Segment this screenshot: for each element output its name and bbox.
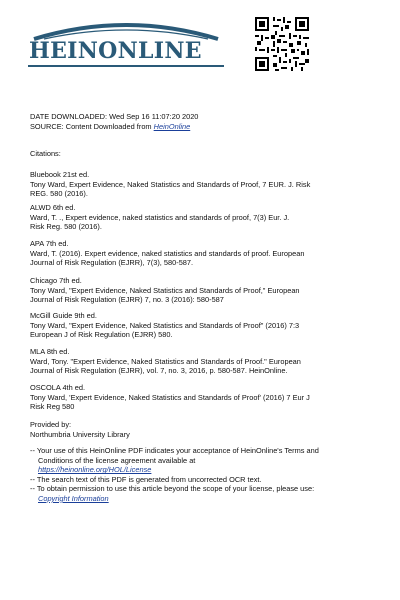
- citations-heading: Citations:: [30, 149, 61, 158]
- citation-text: European J of Risk Regulation (EJRR) 580.: [30, 330, 173, 340]
- terms-notice: -- Your use of this HeinOnline PDF indicates your acceptance of HeinOnline's Terms and: [30, 446, 319, 455]
- citation-text: Risk Reg. 580 (2016).: [30, 222, 102, 232]
- download-info: [30, 112, 375, 131]
- provided-by: [30, 420, 375, 439]
- citation-style: ALWD 6th ed.: [30, 203, 76, 212]
- terms-notice-cont: Conditions of the license agreement available at: [38, 455, 196, 465]
- citation-text: Tony Ward, 'Expert Evidence, Naked Statistics and Standards of Proof' (2016) 7 Eur J: [30, 392, 310, 402]
- citation-text: Tony Ward, "Expert Evidence, Naked Statistics and Standards of Proof," European: [30, 285, 300, 295]
- ocr-notice: -- The search text of this PDF is generated from uncorrected OCR text.: [30, 474, 262, 484]
- citation-style: OSCOLA 4th ed.: [30, 383, 86, 392]
- license-link-line: [30, 465, 375, 475]
- permission-notice: -- To obtain permission to use this article beyond the scope of your license, please use:: [30, 484, 315, 494]
- citation-text: Journal of Risk Regulation (EJRR), vol. 7, no. 3, 2016, p. 580-587. HeinOnline.: [30, 366, 288, 376]
- qr-code-icon: [255, 17, 309, 71]
- provided-label: Provided by:: [30, 420, 72, 429]
- citation-alwd: [30, 203, 375, 232]
- source-prefix: SOURCE: Content Downloaded from: [30, 121, 154, 131]
- citation-text: Ward, Tony. "Expert Evidence, Naked Statistics and Standards of Proof." European: [30, 356, 301, 366]
- logo-text-second: ONLINE: [98, 38, 202, 64]
- citation-apa: [30, 239, 375, 268]
- citation-text: Ward, T. (2016). Expert evidence, naked statistics and standards of proof. European: [30, 248, 305, 258]
- logo-wordmark: [29, 39, 225, 63]
- date-downloaded: DATE DOWNLOADED: Wed Sep 16 11:07:20 2020: [30, 112, 199, 121]
- license-link[interactable]: https://heinonline.org/HOL/License: [38, 465, 152, 475]
- copyright-link-line: [30, 494, 375, 504]
- citation-style: APA 7th ed.: [30, 239, 69, 248]
- logo-underline: [28, 65, 224, 67]
- copyright-info-link[interactable]: Copyright Information: [38, 493, 109, 503]
- citation-style: Chicago 7th ed.: [30, 276, 82, 285]
- citation-mla: [30, 347, 375, 376]
- citation-chicago: [30, 276, 375, 305]
- citation-style: MLA 8th ed.: [30, 347, 70, 356]
- citation-style: McGill Guide 9th ed.: [30, 311, 97, 320]
- source-line: [30, 122, 375, 132]
- citation-oscola: [30, 383, 375, 412]
- citation-bluebook: [30, 170, 375, 199]
- logo-text-main: HEIN: [29, 38, 99, 64]
- citation-text: Journal of Risk Regulation (EJRR), 7(3), 580-587.: [30, 258, 194, 268]
- citation-mcgill: [30, 311, 375, 340]
- citation-text: Journal of Risk Regulation (EJRR) 7, no. 3 (2016): 580-587: [30, 295, 224, 305]
- source-link[interactable]: HeinOnline: [153, 121, 191, 131]
- citation-text: Risk Reg 580: [30, 402, 75, 412]
- citation-text: Tony Ward, "Expert Evidence, Naked Statistics and Standards of Proof" (2016) 7:3: [30, 320, 300, 330]
- library-name: Northumbria University Library: [30, 429, 130, 439]
- license-notices: [30, 446, 375, 504]
- citation-text: REG. 580 (2016).: [30, 189, 88, 199]
- heinonline-logo: [28, 17, 224, 71]
- citation-text: Tony Ward, Expert Evidence, Naked Statistics and Standards of Proof, 7 EUR. J. Risk: [30, 179, 311, 189]
- citation-text: Ward, T. ., Expert evidence, naked statistics and standards of proof, 7(3) Eur. J.: [30, 212, 290, 222]
- citation-style: Bluebook 21st ed.: [30, 170, 90, 179]
